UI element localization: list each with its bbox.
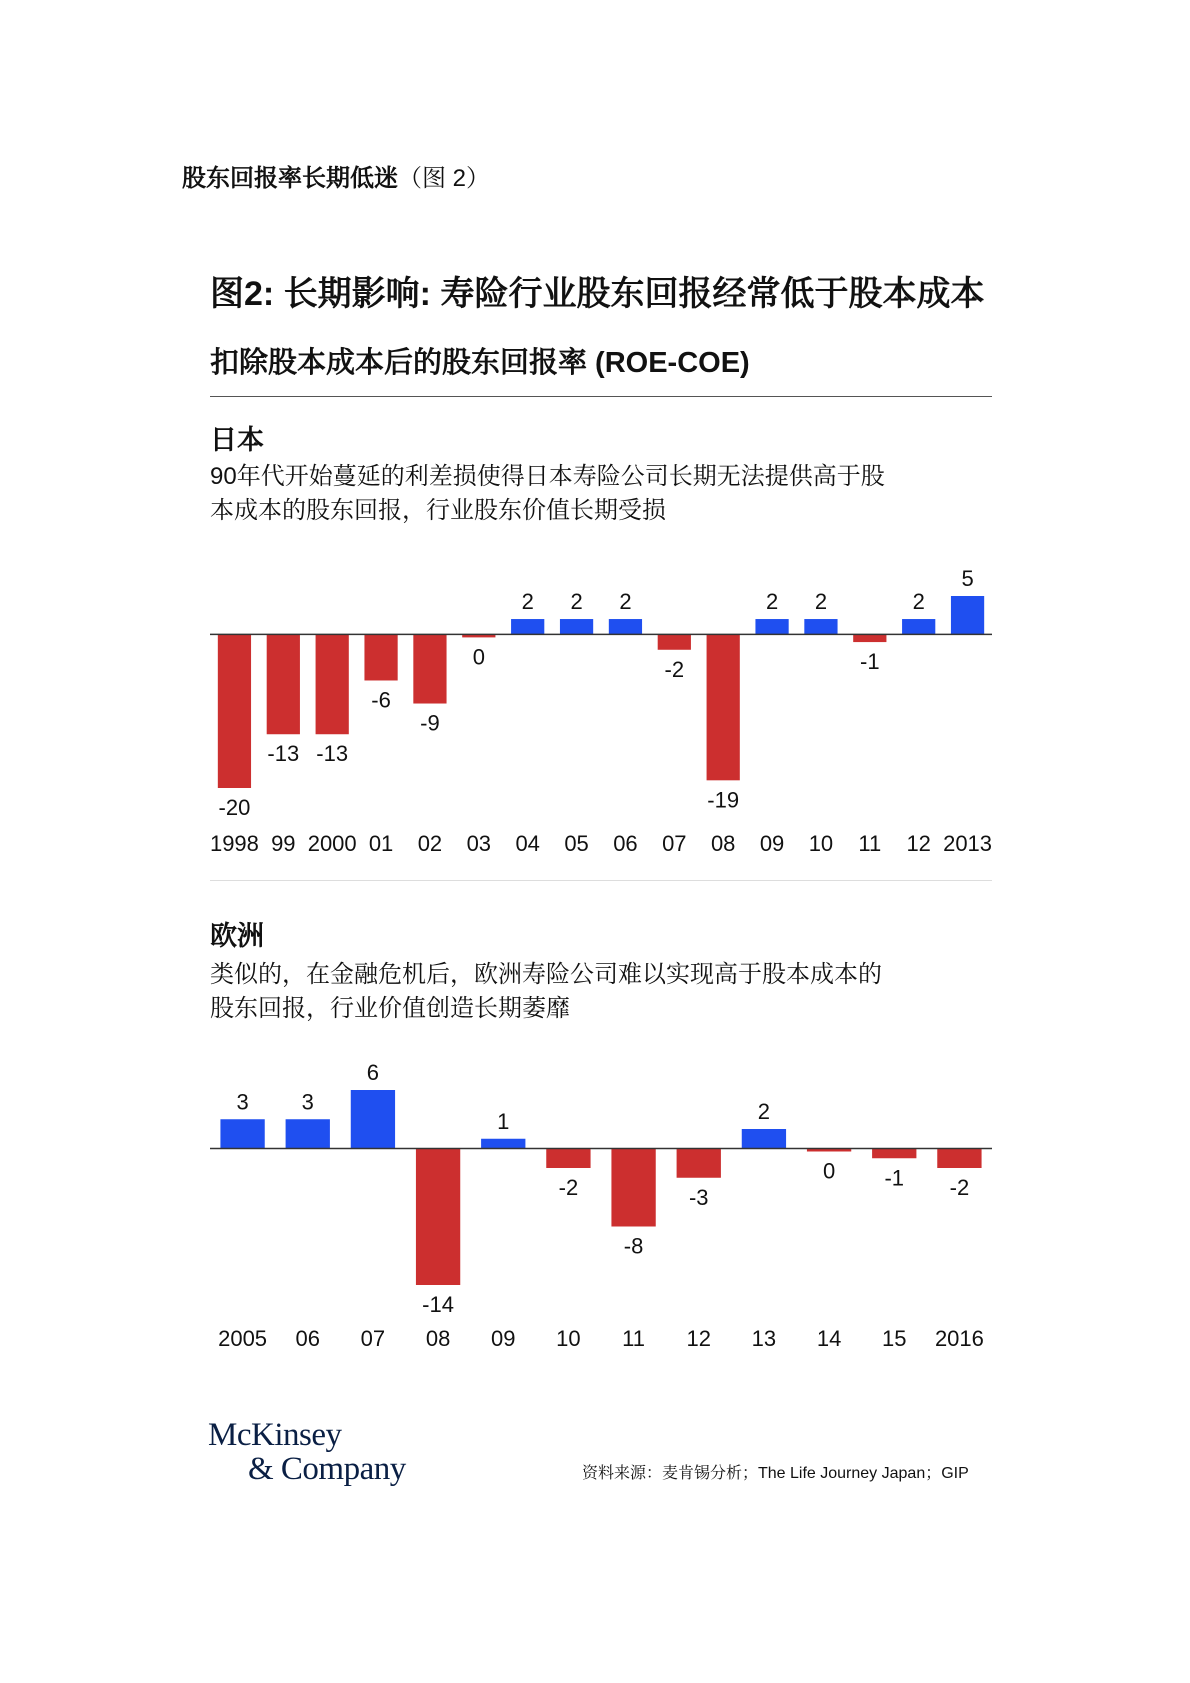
europe-category-label: 09 bbox=[491, 1326, 516, 1351]
logo-line1: McKinsey bbox=[208, 1417, 342, 1453]
japan-bar-2013 bbox=[951, 596, 984, 634]
europe-value-label: 0 bbox=[822, 1158, 836, 1184]
japan-category-label: 1998 bbox=[209, 831, 259, 856]
europe-category-label: 12 bbox=[686, 1326, 711, 1351]
chart-divider bbox=[210, 880, 992, 881]
europe-category-label: 08 bbox=[425, 1326, 451, 1351]
europe-category-label: 15 bbox=[882, 1326, 907, 1351]
japan-bar-06 bbox=[609, 619, 642, 634]
japan-bar-99 bbox=[267, 634, 300, 734]
logo-line2: & Company bbox=[248, 1451, 406, 1487]
japan-value-label: -13 bbox=[267, 741, 300, 767]
europe-value-label: -8 bbox=[623, 1233, 644, 1259]
europe-value-label: 3 bbox=[236, 1089, 249, 1115]
figure-subtitle: 扣除股本成本后的股东回报率 (ROE-COE) bbox=[210, 347, 750, 379]
europe-category-label: 11 bbox=[622, 1326, 646, 1351]
japan-category-label: 2000 bbox=[307, 831, 357, 856]
japan-roe-coe-chart bbox=[0, 540, 1190, 870]
japan-description-line1: 90年代开始蔓延的利差损使得日本寿险公司长期无法提供高于股 bbox=[210, 463, 885, 490]
source-note: 资料来源：麦肯锡分析；The Life Journey Japan；GIP bbox=[582, 1465, 969, 1482]
japan-bar-01 bbox=[364, 634, 397, 680]
europe-bar-06 bbox=[286, 1119, 330, 1148]
europe-value-label: -14 bbox=[422, 1292, 454, 1317]
europe-bar-08 bbox=[416, 1149, 460, 1286]
japan-category-label: 12 bbox=[906, 831, 931, 856]
japan-bar-09 bbox=[755, 619, 788, 634]
europe-description-line1: 类似的，在金融危机后，欧洲寿险公司难以实现高于股本成本的 bbox=[210, 961, 882, 988]
japan-category-label: 02 bbox=[417, 831, 443, 856]
japan-value-label: 2 bbox=[814, 589, 828, 615]
japan-category-label: 10 bbox=[808, 831, 834, 856]
japan-category-label: 11 bbox=[858, 831, 882, 856]
japan-value-label: -6 bbox=[371, 687, 391, 713]
japan-value-label: 2 bbox=[912, 589, 925, 615]
japan-category-label: 08 bbox=[710, 831, 736, 856]
japan-description bbox=[210, 460, 1000, 528]
europe-bar-2016 bbox=[937, 1149, 981, 1169]
japan-heading: 日本 bbox=[210, 425, 264, 455]
japan-bar-05 bbox=[560, 619, 593, 634]
japan-bar-12 bbox=[902, 619, 935, 634]
japan-value-label: -20 bbox=[218, 795, 251, 820]
japan-bar-04 bbox=[511, 619, 544, 634]
europe-value-label: -1 bbox=[884, 1165, 905, 1191]
europe-category-label: 13 bbox=[751, 1326, 777, 1351]
europe-category-label: 10 bbox=[556, 1326, 581, 1351]
japan-value-label: -19 bbox=[707, 787, 740, 813]
japan-category-label: 2013 bbox=[943, 831, 993, 856]
europe-value-label: 1 bbox=[497, 1108, 510, 1134]
europe-heading: 欧洲 bbox=[210, 921, 264, 951]
japan-value-label: 2 bbox=[570, 589, 583, 615]
europe-value-label: 3 bbox=[301, 1089, 314, 1115]
europe-category-label: 2005 bbox=[218, 1326, 268, 1351]
japan-bar-10 bbox=[804, 619, 837, 634]
section-heading bbox=[182, 158, 490, 193]
japan-value-label: 2 bbox=[521, 589, 534, 615]
section-heading-suffix: （图 2） bbox=[398, 165, 491, 192]
japan-value-label: 2 bbox=[765, 589, 779, 615]
japan-category-label: 99 bbox=[271, 831, 296, 856]
europe-value-label: 2 bbox=[757, 1099, 771, 1124]
japan-value-label: -1 bbox=[860, 649, 880, 675]
japan-bar-07 bbox=[658, 634, 691, 649]
europe-bar-13 bbox=[742, 1129, 786, 1149]
japan-category-label: 04 bbox=[515, 831, 540, 856]
japan-value-label: -9 bbox=[420, 710, 440, 736]
europe-bar-15 bbox=[872, 1149, 916, 1159]
europe-value-label: -2 bbox=[558, 1175, 579, 1200]
europe-bar-07 bbox=[351, 1090, 395, 1149]
europe-bar-2005 bbox=[220, 1119, 264, 1148]
japan-value-label: -2 bbox=[664, 656, 685, 682]
europe-bar-09 bbox=[481, 1139, 525, 1149]
europe-category-label: 07 bbox=[360, 1326, 386, 1351]
mckinsey-logo bbox=[208, 1418, 406, 1486]
japan-category-label: 07 bbox=[662, 831, 687, 856]
europe-description bbox=[210, 958, 1000, 1026]
japan-category-label: 03 bbox=[466, 831, 492, 856]
europe-bar-10 bbox=[546, 1149, 590, 1169]
europe-value-label: 6 bbox=[366, 1060, 380, 1085]
europe-value-label: -2 bbox=[949, 1175, 970, 1200]
title-divider bbox=[210, 396, 992, 397]
europe-description-line2: 股东回报，行业价值创造长期萎靡 bbox=[210, 995, 570, 1022]
section-heading-text: 股东回报率长期低迷 bbox=[182, 165, 398, 192]
japan-bar-02 bbox=[413, 634, 446, 703]
europe-value-label: -3 bbox=[688, 1184, 709, 1210]
europe-bar-12 bbox=[677, 1149, 721, 1178]
europe-category-label: 2016 bbox=[934, 1326, 984, 1351]
japan-value-label: 2 bbox=[619, 589, 632, 615]
japan-bar-11 bbox=[853, 634, 886, 642]
japan-value-label: 5 bbox=[961, 566, 974, 591]
japan-description-line2: 本成本的股东回报，行业股东价值长期受损 bbox=[210, 497, 666, 524]
japan-bar-1998 bbox=[218, 634, 251, 788]
japan-category-label: 01 bbox=[368, 831, 394, 856]
japan-bar-08 bbox=[707, 634, 740, 780]
europe-category-label: 06 bbox=[295, 1326, 320, 1351]
europe-category-label: 14 bbox=[816, 1326, 842, 1351]
japan-category-label: 09 bbox=[759, 831, 785, 856]
japan-category-label: 05 bbox=[564, 831, 589, 856]
japan-value-label: 0 bbox=[472, 644, 485, 670]
japan-bar-2000 bbox=[316, 634, 349, 734]
figure-title: 图2: 长期影响: 寿险行业股东回报经常低于股本成本 bbox=[210, 275, 985, 313]
europe-roe-coe-chart bbox=[0, 1040, 1190, 1370]
japan-value-label: -13 bbox=[316, 741, 349, 767]
europe-bar-11 bbox=[611, 1149, 655, 1227]
japan-category-label: 06 bbox=[613, 831, 638, 856]
